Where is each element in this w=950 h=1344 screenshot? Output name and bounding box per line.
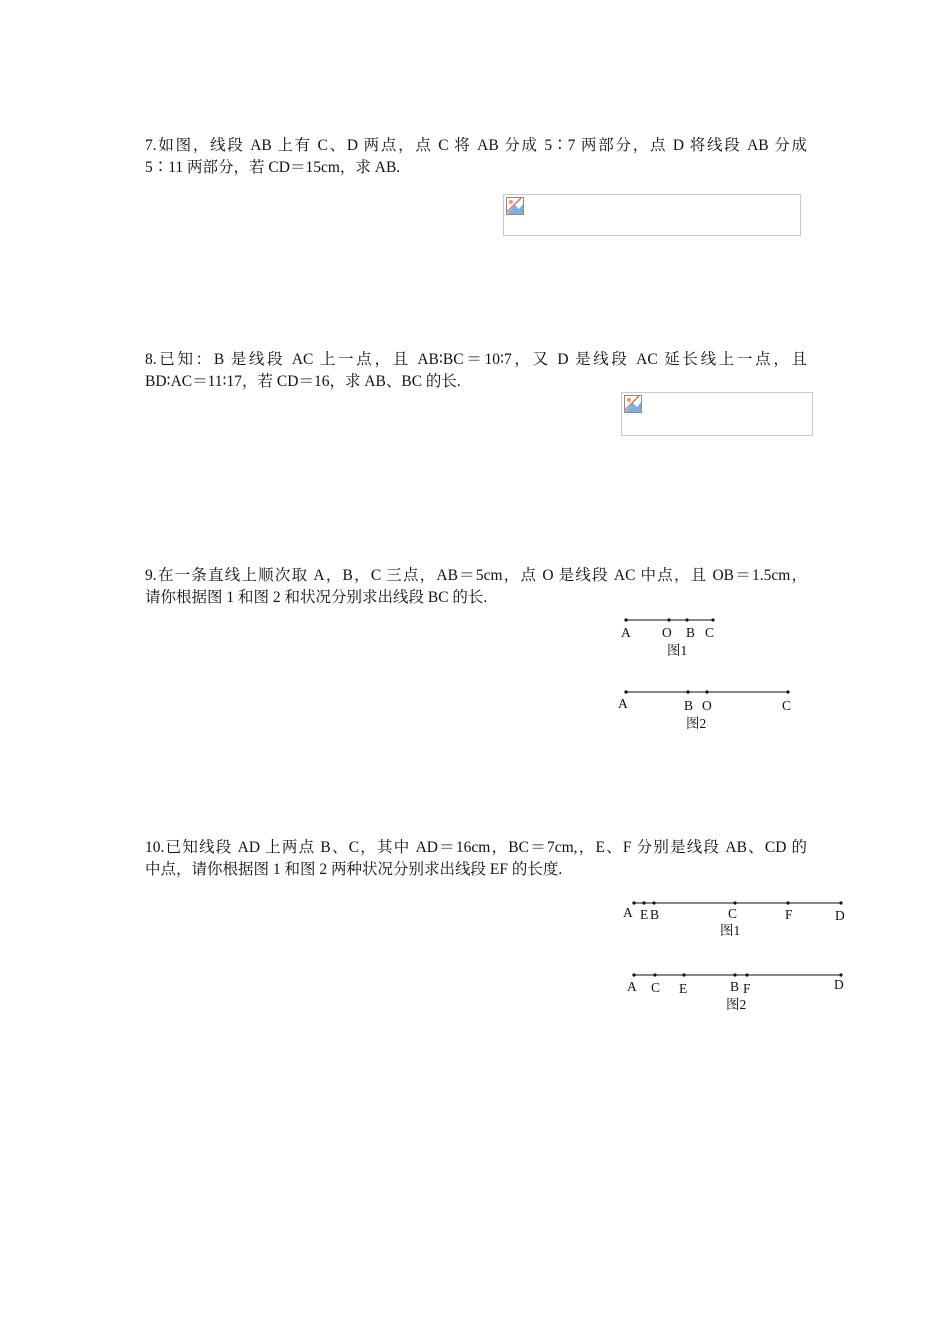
label-o: O <box>702 698 712 713</box>
label-b: B <box>650 907 660 922</box>
question-9-line-1: 9.在一条直线上顺次取 A，B，C 三点，AB＝5cm，点 O 是线段 AC 中点，且 OB＝1.5cm， <box>145 567 807 584</box>
point-o <box>705 690 708 693</box>
point-b <box>652 901 655 904</box>
label-e: E <box>679 981 688 996</box>
figure-caption: 图2 <box>686 716 707 731</box>
label-c: C <box>728 906 738 921</box>
question-10 <box>145 837 807 881</box>
label-b: B <box>686 625 696 640</box>
label-c: C <box>651 980 661 995</box>
question-9-figure-2 <box>600 677 810 737</box>
label-a: A <box>623 905 633 920</box>
question-9 <box>145 565 807 609</box>
point-a <box>624 618 627 621</box>
question-8 <box>145 349 807 393</box>
question-10-line-2: 中点，请你根据图 1 和图 2 两种状况分别求出线段 EF 的长度. <box>145 861 563 878</box>
label-f: F <box>785 907 793 922</box>
point-b <box>733 973 736 976</box>
label-o: O <box>662 625 672 640</box>
point-c <box>786 690 789 693</box>
point-e <box>642 901 645 904</box>
question-7-figure-image <box>503 194 801 236</box>
point-a <box>632 901 635 904</box>
label-d: D <box>834 977 844 992</box>
question-8-line-2: BD∶AC＝11∶17，若 CD＝16，求 AB、BC 的长. <box>145 373 461 390</box>
point-e <box>682 973 685 976</box>
question-7-line-2: 5∶11 两部分，若 CD＝15cm，求 AB. <box>145 159 401 176</box>
point-f <box>786 901 789 904</box>
question-8-line-1: 8.已知：B 是线段 AC 上一点，且 AB∶BC＝10∶7，又 D 是线段 AC 延长线上一点，且 <box>145 351 807 368</box>
question-10-figure-2 <box>610 960 850 1020</box>
label-a: A <box>618 696 628 711</box>
point-b <box>685 618 688 621</box>
question-8-figure-image <box>621 392 813 436</box>
question-10-figure-1 <box>610 888 850 948</box>
label-b: B <box>730 979 740 994</box>
label-c: C <box>782 698 792 713</box>
label-d: D <box>835 908 845 923</box>
question-10-line-1: 10.已知线段 AD 上两点 B、C，其中 AD＝16cm，BC＝7cm,，E、F 分别是线段 AB、CD 的 <box>145 839 807 856</box>
label-a: A <box>627 979 637 994</box>
point-b <box>686 690 689 693</box>
point-a <box>624 690 627 693</box>
question-9-line-2: 请你根据图 1 和图 2 和状况分别求出线段 BC 的长. <box>145 589 488 606</box>
point-c <box>733 901 736 904</box>
point-d <box>839 901 842 904</box>
figure-caption: 图1 <box>720 923 741 938</box>
label-a: A <box>621 625 631 640</box>
point-f <box>745 973 748 976</box>
broken-image-icon <box>506 197 524 215</box>
point-c <box>711 618 714 621</box>
broken-image-icon <box>624 395 642 413</box>
label-f: F <box>743 981 751 996</box>
label-b: B <box>684 698 694 713</box>
point-a <box>632 973 635 976</box>
point-c <box>653 973 656 976</box>
label-c: C <box>705 625 715 640</box>
point-o <box>667 618 670 621</box>
question-7-line-1: 7.如图，线段 AB 上有 C、D 两点，点 C 将 AB 分成 5∶7 两部分，点 D 将线段 AB 分成 <box>145 137 807 154</box>
label-e: E <box>640 907 649 922</box>
figure-caption: 图2 <box>726 997 747 1012</box>
question-9-figure-1 <box>600 605 740 665</box>
figure-caption: 图1 <box>667 643 688 658</box>
question-7 <box>145 135 807 179</box>
